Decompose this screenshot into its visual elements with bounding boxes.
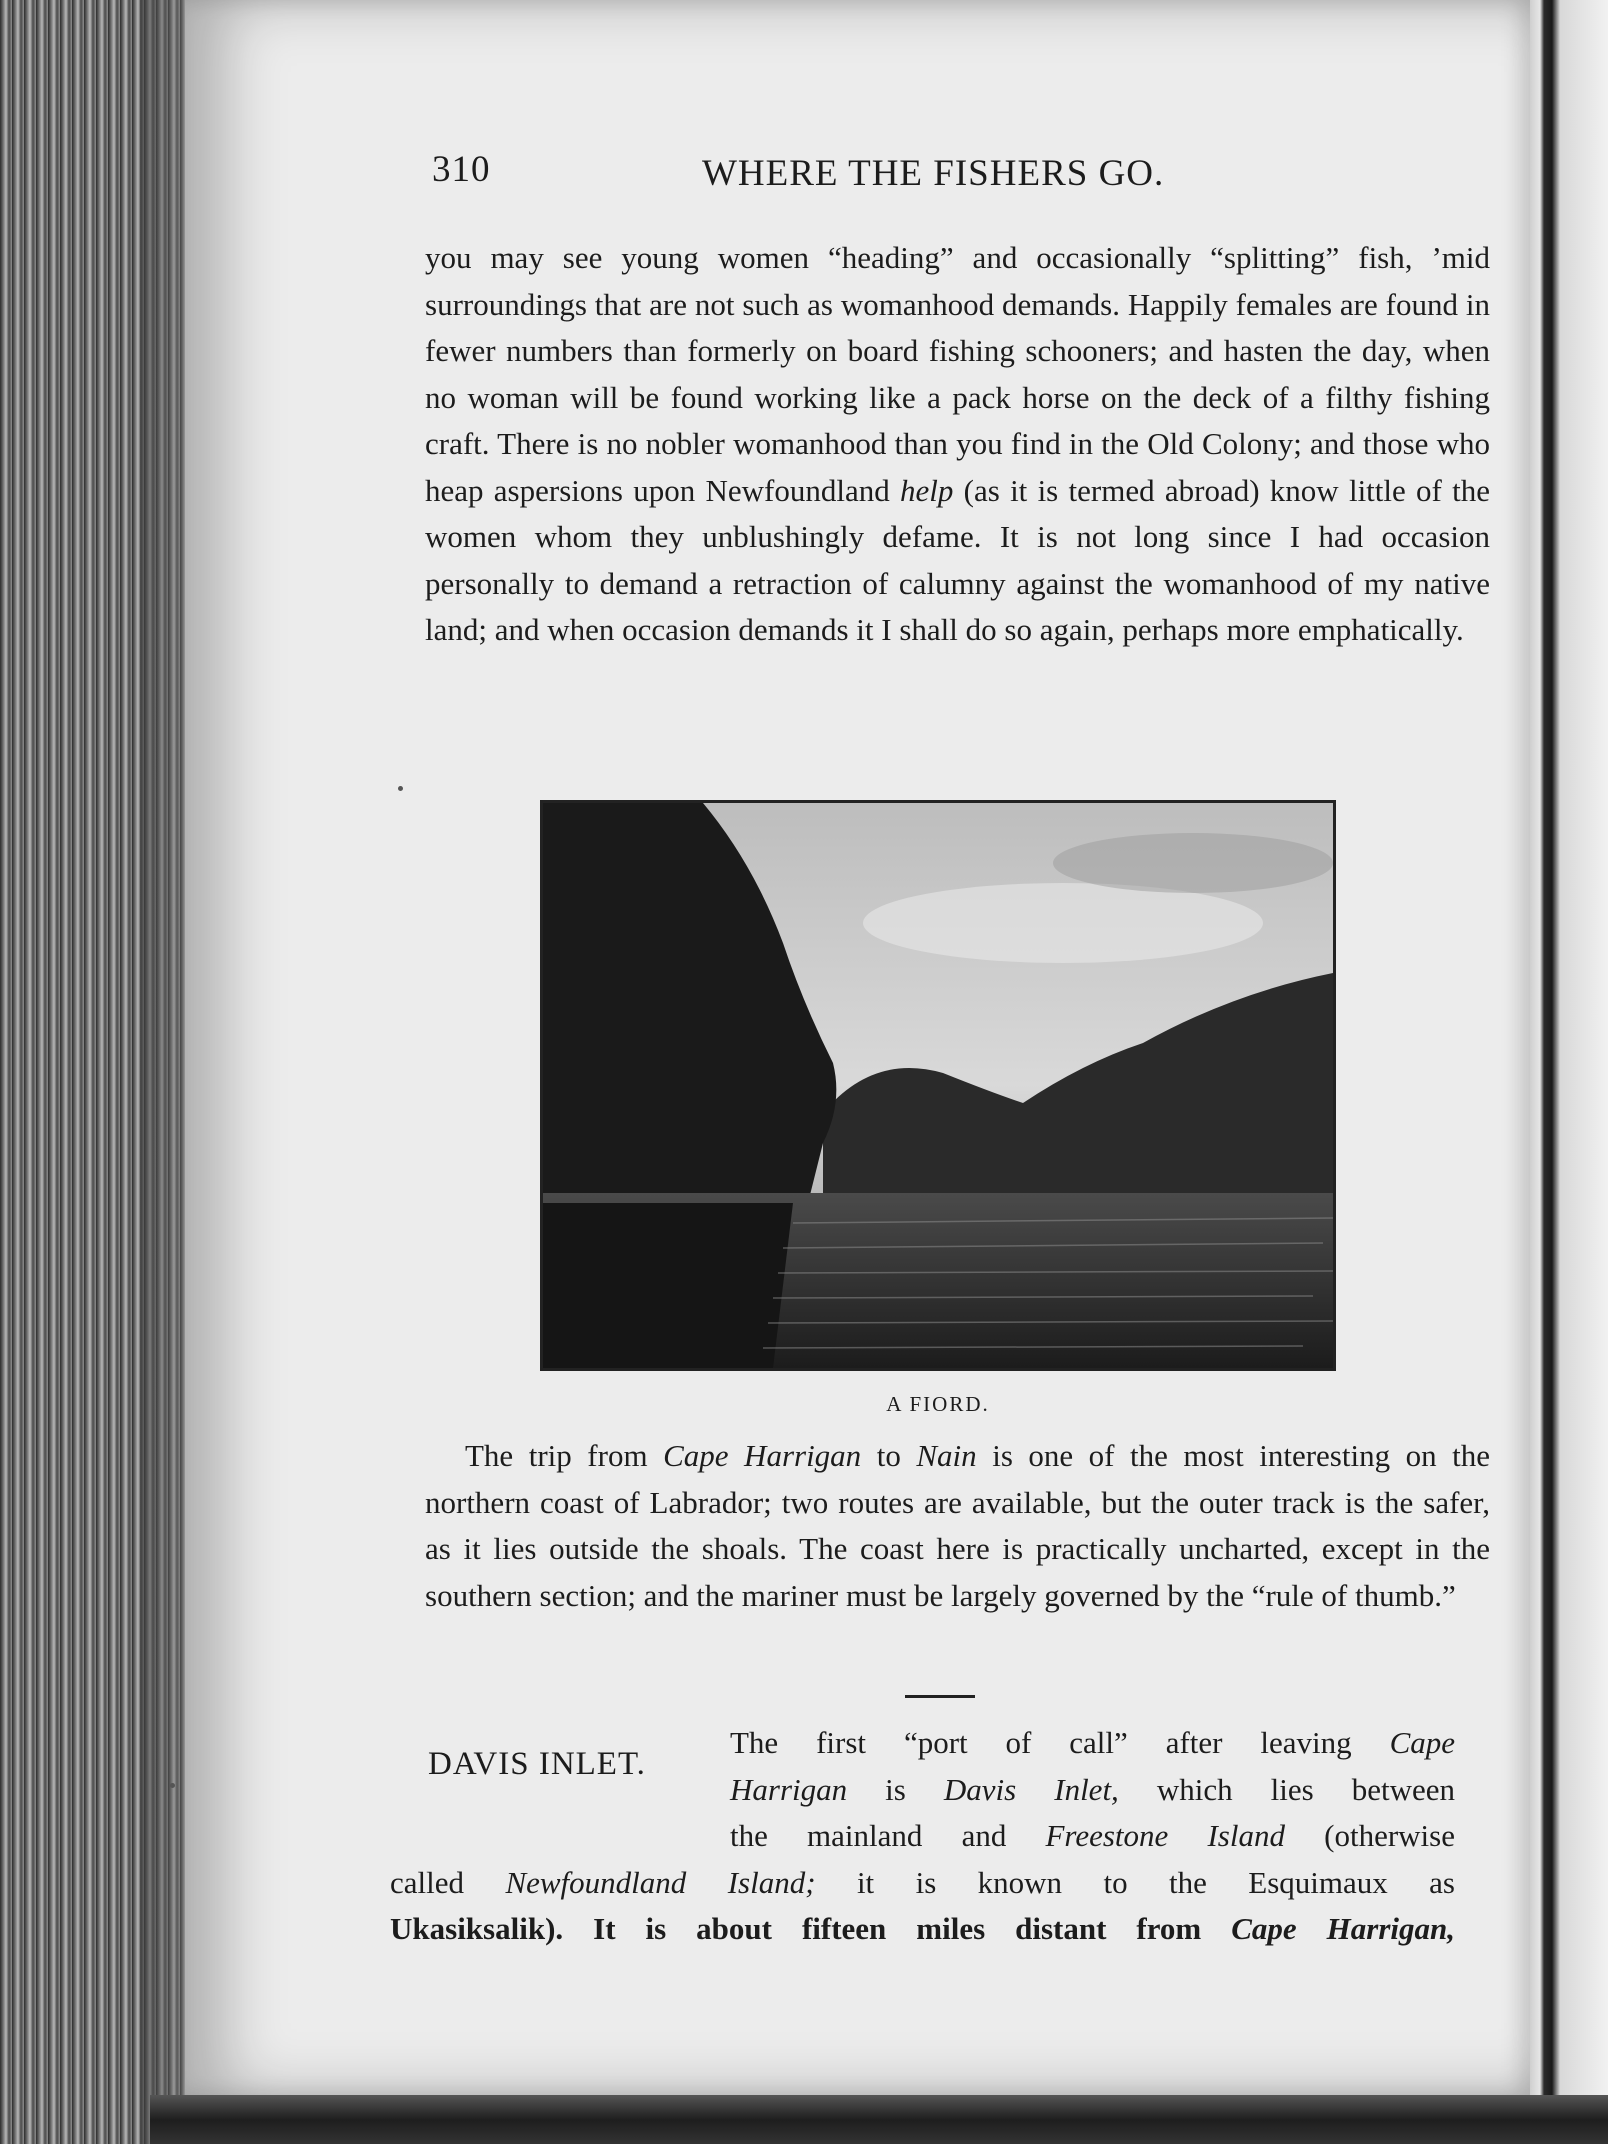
p2-text-1: The trip from [465,1438,648,1473]
page-number: 310 [432,149,491,190]
p3-line-4: called Newfoundland Island; it is known to the Esquimaux as [390,1864,1455,1900]
section-sidehead: DAVIS INLET. [428,1746,646,1782]
section-divider [905,1695,975,1698]
paragraph-1-text: you may see young women “heading” and occasionally “splitting” fish, ’mid surroundings that are not such as womanhood demands. Happily females are found in fewer numbers than formerly on board fishing schooners; and hasten the day, when no woman will be found working like a pack horse on the deck of a filthy fishing craft. There is no nobler womanhood than you find in the Old Colony; and those who heap aspersions upon Newfoundland [425,240,1490,508]
book-bottom-edge [150,2095,1608,2144]
body-paragraph-2 [425,1433,1490,1619]
p3-line-2: Harrigan is Davis Inlet, which lies between [730,1771,1455,1807]
p3-line-5: Ukasiksalik). It is about fifteen miles distant from Cape Harrigan, [390,1911,1455,1946]
body-paragraph-3 [390,1720,1455,1953]
fiord-photograph [540,800,1336,1371]
page-header [432,148,1212,198]
body-paragraph-1 [425,235,1490,654]
p2-text-2: to [876,1438,901,1473]
print-speck [170,1783,175,1788]
p2-italic-2: Nain [916,1438,977,1473]
p2-text-3: is one of the most interesting on the northern coast of Labrador; two routes are available, but the outer track is the safer, as it lies outside the shoals. The coast here is practically uncharted, except in the southern section; and the mariner must be largely governed by the “rule of thumb.” [425,1438,1491,1613]
paragraph-1-italic: help [900,472,954,508]
facing-page-edge [1530,0,1608,2144]
p3-line-3: the mainland and Freestone Island (otherwise [730,1818,1455,1853]
print-speck [398,786,403,791]
book-page-edges [0,0,200,2144]
paragraph-1-rest: (as it is termed abroad) know little of the women whom they unblushingly defame. It is not long since I had occasion personally to demand a retraction of calumny against the womanhood of my native land; and when occasion demands it I shall do so again, perhaps more emphatically. [425,472,1491,647]
p3-line-1: The first “port of call” after leaving Cape [730,1725,1455,1760]
figure-caption: A FIORD. [886,1392,990,1416]
fiord-illustration [543,803,1333,1368]
running-title: WHERE THE FISHERS GO. [702,153,1165,194]
p2-italic-1: Cape Harrigan [663,1438,862,1473]
